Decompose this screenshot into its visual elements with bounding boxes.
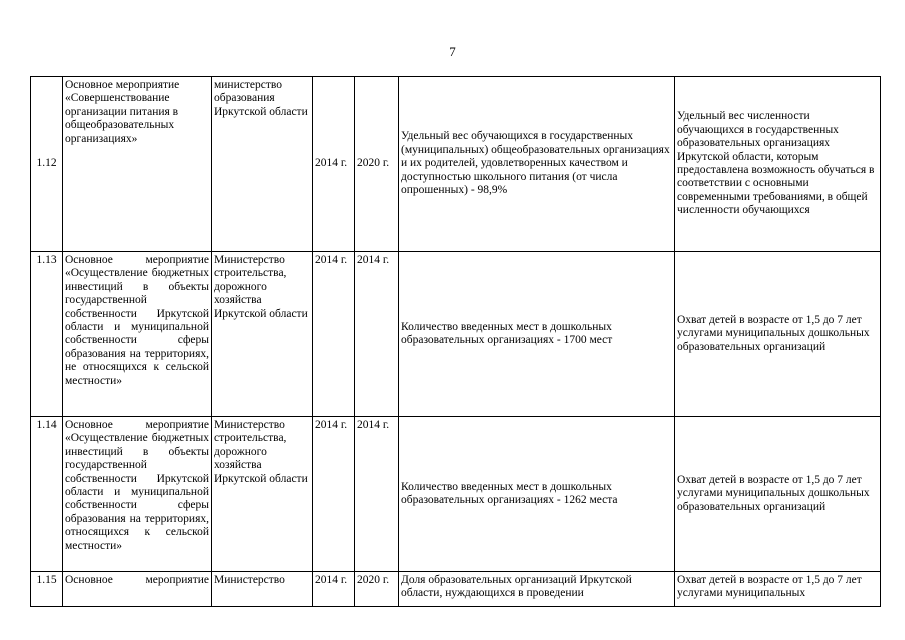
responsible-cell: министерство образования Иркутской области	[212, 77, 313, 252]
start-year-cell: 2014 г.	[313, 252, 355, 417]
event-cell: Основное мероприятие «Совершенствование организации питания в общеобразовательных организациях»	[63, 77, 212, 252]
event-cell: Основное мероприятие «Осуществление бюджетных инвестиций в объекты государственной собственности Иркутской области и муниципальной собственности сферы образования на территориях, не относящихся к сельской местности»	[63, 252, 212, 417]
indicator-cell: Охват детей в возрасте от 1,5 до 7 лет услугами муниципальных дошкольных образовательных организаций	[675, 252, 881, 417]
responsible-cell: Министерство	[212, 572, 313, 607]
table-row	[31, 77, 881, 252]
row-number: 1.15	[31, 572, 63, 607]
end-year-cell: 2014 г.	[355, 252, 399, 417]
result-cell: Удельный вес обучающихся в государственных (муниципальных) общеобразовательных организациях и их родителей, удовлетворенных качеством и доступностью школьного питания (от числа опрошенных) - 98,9%	[399, 77, 675, 252]
end-year-cell: 2014 г.	[355, 417, 399, 572]
page-number: 7	[449, 44, 456, 59]
result-cell: Доля образовательных организаций Иркутской области, нуждающихся в проведении	[399, 572, 675, 607]
end-year-cell: 2020 г.	[355, 572, 399, 607]
event-cell: Основное мероприятие	[63, 572, 212, 607]
responsible-cell: Министерство строительства, дорожного хозяйства Иркутской области	[212, 252, 313, 417]
start-year-cell: 2014 г.	[313, 572, 355, 607]
indicator-cell: Охват детей в возрасте от 1,5 до 7 лет услугами муниципальных дошкольных образовательных организаций	[675, 417, 881, 572]
row-number: 1.14	[31, 417, 63, 572]
result-cell: Количество введенных мест в дошкольных образовательных организациях - 1700 мест	[399, 252, 675, 417]
table-row	[31, 572, 881, 607]
start-year-cell: 2014 г.	[313, 77, 355, 252]
table-row	[31, 417, 881, 572]
start-year-cell: 2014 г.	[313, 417, 355, 572]
row-number: 1.13	[31, 252, 63, 417]
result-cell: Количество введенных мест в дошкольных образовательных организациях - 1262 места	[399, 417, 675, 572]
indicator-cell: Охват детей в возрасте от 1,5 до 7 лет услугами муниципальных	[675, 572, 881, 607]
indicator-cell: Удельный вес численности обучающихся в государственных образовательных организациях Иркутской области, которым предоставлена возможность обучаться в соответствии с основными современными требованиями, в общей численности обучающихся	[675, 77, 881, 252]
measures-table	[30, 76, 881, 607]
table-row	[31, 252, 881, 417]
responsible-cell: Министерство строительства, дорожного хозяйства Иркутской области	[212, 417, 313, 572]
event-cell: Основное мероприятие «Осуществление бюджетных инвестиций в объекты государственной собственности Иркутской области и муниципальной собственности сферы образования на территориях, относящихся к сельской местности»	[63, 417, 212, 572]
end-year-cell: 2020 г.	[355, 77, 399, 252]
row-number: 1.12	[31, 77, 63, 252]
